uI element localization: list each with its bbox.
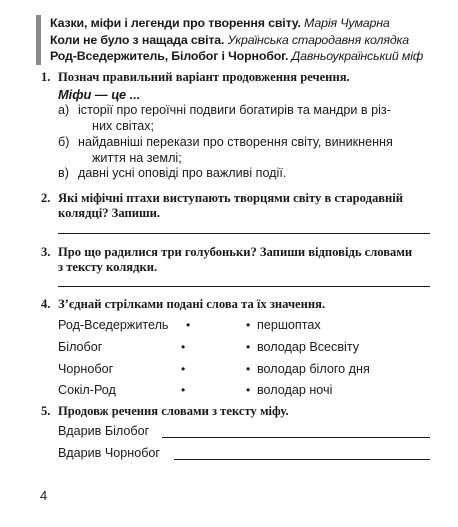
option-b-line-1: найдавніші перекази про створення світу, виникнення xyxy=(78,135,393,149)
question-1-number: 1. xyxy=(41,70,51,84)
question-1-text: Познач правильний варіант продовження речення. xyxy=(58,70,350,84)
match-right-1: першоптах xyxy=(257,318,321,332)
match-left-2: Білобог xyxy=(58,340,103,354)
option-b-line-2: життя на землі; xyxy=(92,150,182,165)
header-title-1: Казки, міфи і легенди про творення світу. xyxy=(50,16,301,30)
question-3-answer-line[interactable] xyxy=(58,286,430,287)
match-left-dot-4[interactable]: • xyxy=(181,383,186,397)
match-right-dot-1[interactable]: • xyxy=(246,318,251,332)
option-a-text xyxy=(78,103,438,134)
header-title-3: Род-Вседержитель, Білобог і Чорнобог. xyxy=(50,49,289,63)
option-b-letter: б) xyxy=(58,135,70,149)
option-b-text xyxy=(78,135,438,166)
header-accent-bar xyxy=(36,15,41,65)
header-line-1 xyxy=(50,15,446,32)
question-3-line-2: з тексту колядки. xyxy=(58,259,158,274)
option-c-text xyxy=(78,166,438,182)
question-3-line-1: Про що радилися три голубоньки? Запиши відповідь словами xyxy=(58,245,413,259)
match-right-dot-2[interactable]: • xyxy=(246,340,251,354)
match-left-4: Сокіл-Род xyxy=(58,383,116,397)
question-4-text: З’єднай стрілками подані слова та їх значення. xyxy=(58,297,326,311)
question-1-lead: Міфи — це ... xyxy=(58,87,141,102)
question-5-text: Продовж речення словами з тексту міфу. xyxy=(58,404,289,418)
page-number: 4 xyxy=(40,488,48,503)
match-right-2: володар Всесвіту xyxy=(257,340,360,354)
question-2-text xyxy=(58,191,436,221)
match-left-1: Род-Вседержитель xyxy=(58,318,169,332)
match-left-dot-3[interactable]: • xyxy=(181,362,186,376)
question-2-line-1: Які міфічні птахи виступають творцями світу в стародавній xyxy=(58,191,404,205)
fill-prompt-1: Вдарив Білобог xyxy=(58,424,150,438)
fill-line-2[interactable] xyxy=(174,459,430,460)
match-left-3: Чорнобог xyxy=(58,362,114,376)
header-line-3 xyxy=(50,48,446,65)
header-title-2: Коли не було з нащада світа. xyxy=(50,32,225,47)
header-author-2: Українська стародавня колядка xyxy=(227,32,409,47)
question-3-number: 3. xyxy=(41,245,51,259)
question-2-number: 2. xyxy=(41,191,51,205)
question-2-answer-line[interactable] xyxy=(58,233,430,234)
option-a-line-2: них світах; xyxy=(92,118,154,133)
option-c-letter: в) xyxy=(58,166,69,180)
option-c-line-1: давні усні оповіді про важливі події. xyxy=(78,166,287,180)
option-a-letter: а) xyxy=(58,103,70,117)
match-left-dot-2[interactable]: • xyxy=(181,340,186,354)
fill-line-1[interactable] xyxy=(162,437,430,438)
match-right-3: володар білого дня xyxy=(257,362,370,376)
header-author-1: Марія Чумарна xyxy=(304,16,390,30)
match-right-dot-4[interactable]: • xyxy=(246,383,251,397)
option-a-line-1: історії про героїчні подвиги богатирів та мандри в різ- xyxy=(78,103,391,117)
question-4-number: 4. xyxy=(41,297,51,311)
question-3-text xyxy=(58,245,436,275)
match-right-4: володар ночі xyxy=(257,383,333,397)
header-line-2 xyxy=(50,32,446,49)
match-right-dot-3[interactable]: • xyxy=(246,362,251,376)
section-header xyxy=(36,15,446,65)
match-left-dot-1[interactable]: • xyxy=(186,318,191,332)
fill-prompt-2: Вдарив Чорнобог xyxy=(58,446,161,460)
question-2-line-2: колядці? Запиши. xyxy=(58,205,160,220)
header-author-3: Давньоукраїнський міф xyxy=(291,49,424,63)
question-5-number: 5. xyxy=(41,404,51,418)
